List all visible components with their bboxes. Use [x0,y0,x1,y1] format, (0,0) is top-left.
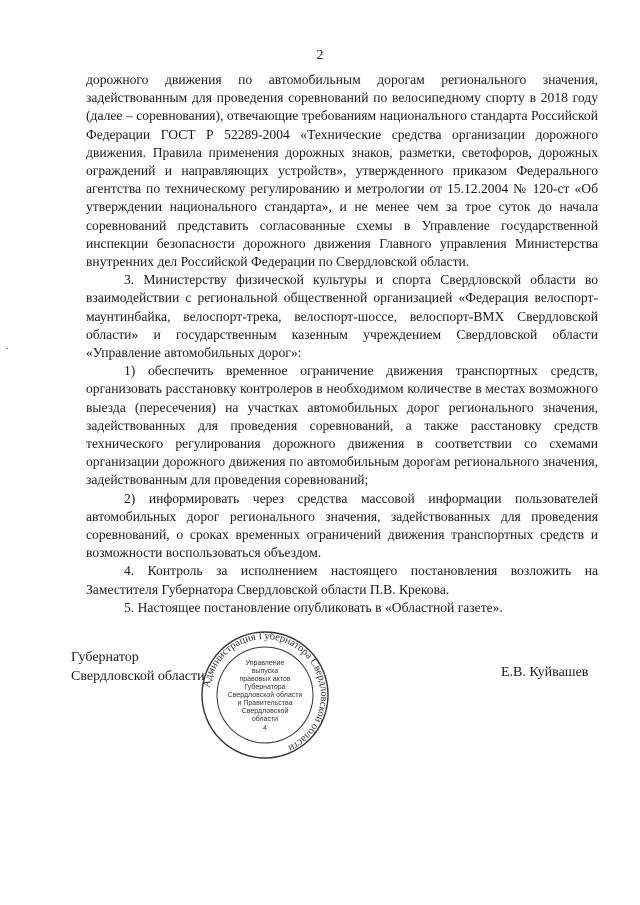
page-number: 2 [316,48,324,63]
signatory-position [71,648,205,686]
seal-ring-text: Администрация Губернатора Свердловской области [201,630,330,754]
seal-line-4: Губернатора [244,684,286,691]
seal-line-7: Свердловской [241,708,289,715]
paragraph-item-4: 4. Контроль за исполнением настоящего постановления возложить на Заместителя Губернатора Свердловской области П.В. Крекова. [86,563,598,597]
seal-line-1: Управление [245,660,285,667]
paragraph-continuation: дорожного движения по автомобильным дорогам регионального значения, задействованным для проведения соревнований по велосипедному спорту в 2018 году (далее – соревнования), отвечающие требованиям национального стандарта Российской Федерации ГОСТ Р 52289-2004 «Технические средства организации дорожного движения. Правила применения дорожных знаков, разметки, светофоров, дорожных ограждений и направляющих устройств», утвержденного приказом Федерального агентства по техническому регулированию и метрологии от 15.12.2004 № 120-ст «Об утверждении национального стандарта», и не менее чем за трое суток до начала соревнований представить согласованные схемы в Управление государственной инспекции безопасности дорожного движения Главного управления Министерства внутренних дел Российской Федерации по Свердловской области. [86,72,598,270]
seal-line-2: выпуска [251,668,279,675]
paragraph-subitem-1: 1) обеспечить временное ограничение движения транспортных средств, организовать расстановку контролеров в необходимом количестве в местах возможного выезда (пересечения) на участках автомобильных дорог регионального значения, задействованных для проведения соревнований, а также расстановку средств технического регулирования дорожного движения в соответствии со схемами организации дорожного движения по автомобильным дорогам регионального значения, задействованным для проведения соревнований; [86,363,598,488]
seal-line-9: 4 [263,725,267,732]
signatory-position-line1: Губернатор [71,650,139,665]
document-body [86,71,598,617]
paragraph-subitem-2: 2) информировать через средства массовой информации пользователей автомобильных дорог регионального значения, задействованных для проведения соревнований, о сроках временных ограничений движения транспортных средств и возможности воспользоваться объездом. [86,490,598,561]
official-seal-stamp [199,629,331,761]
signatory-name: Е.В. Куйвашев [501,665,589,680]
margin-mark: . [6,340,9,352]
paragraph-item-3: 3. Министерству физической культуры и спорта Свердловской области во взаимодействии с региональной общественной организацией «Федерация велоспорт-маунтинбайка, велоспорт-трека, велоспорт-шоссе, велоспорт-BMX Свердловской области» и государственным казенным учреждением Свердловской области «Управление автомобильных дорог»: [86,272,598,361]
seal-line-5: Свердловской области [227,692,303,699]
signatory-position-line2: Свердловской области [71,669,205,684]
seal-line-8: области [251,716,279,723]
seal-line-6: и Правительства [237,700,293,707]
paragraph-item-5: 5. Настоящее постановление опубликовать в «Областной газете». [124,599,503,615]
seal-line-3: правовых актов [239,676,291,683]
